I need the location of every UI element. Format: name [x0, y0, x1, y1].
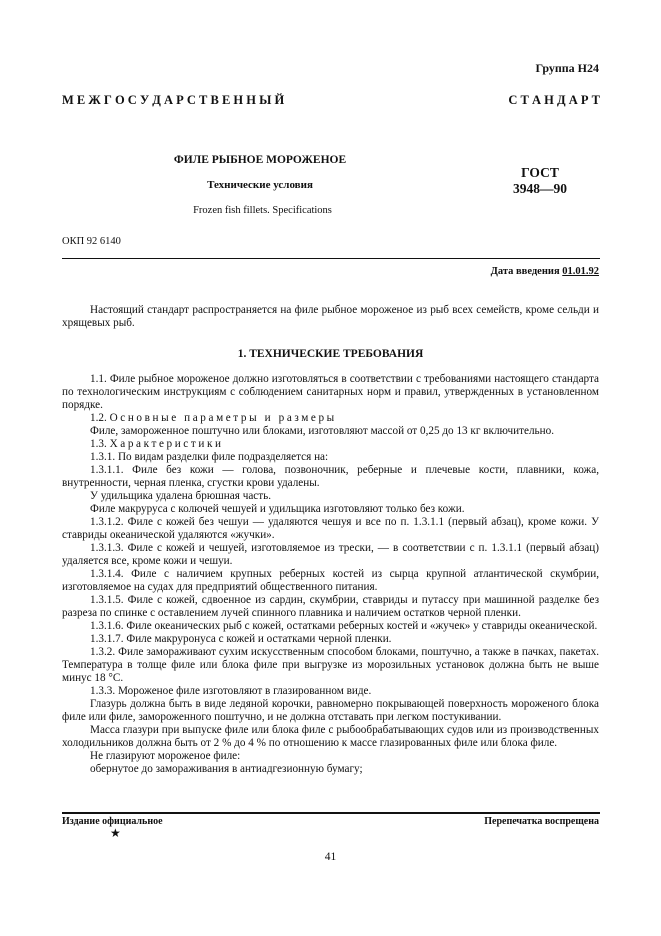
body-paragraph: У удильщика удалена брюшная часть. — [90, 490, 272, 502]
page-number: 41 — [324, 851, 337, 863]
body-paragraph: 1.3.1.7. Филе макруронуса с кожей и остатками черной пленки. — [90, 633, 392, 645]
clause-heading: Основные параметры и размеры — [109, 412, 337, 424]
body-paragraph: 1.3.1.2. Филе с кожей без чешуи — удаляются чешуя и все по п. 1.3.1.1 (первый абзац), кроме кожи. У ставриды океанической удаляются «жучки». — [62, 516, 599, 541]
banner-word-interstate: М Е Ж Г О С У Д А Р С Т В Е Н Н Ы Й — [62, 93, 285, 107]
gost-label: ГОСТ — [521, 165, 559, 180]
effective-date — [491, 266, 599, 277]
body-paragraph: 1.3.1. По видам разделки филе подразделяется на: — [90, 451, 329, 463]
footer-divider — [62, 812, 600, 814]
body-paragraph: 1.3.1.4. Филе с наличием крупных реберных костей из сырца крупной атлантической скумбрии, изготовляемое на судах для предприятий общественного питания. — [62, 568, 599, 593]
body-paragraph: обернутое до замораживания в антиадгезионную бумагу; — [90, 763, 363, 775]
body-paragraph: 1.3.1.3. Филе с кожей и чешуей, изготовляемое из трески, — в соответствии с п. 1.3.1.1 (первый абзац) удаляется все, кроме кожи и чешуи. — [62, 542, 599, 567]
date-label: Дата введения — [490, 266, 560, 277]
interstate-standard-banner — [62, 93, 600, 108]
body-paragraph: 1.3.1.6. Филе океанических рыб с кожей, остатками реберных костей и «жучек» у ставриды океанической. — [90, 620, 598, 632]
body-paragraph: 1.1. Филе рыбное мороженое должно изготовляться в соответствии с требованиями настоящего стандарта по технологическим инструкциям с соблюдением санитарных норм и правил, утвержденных в установленном порядке. — [62, 373, 599, 411]
clause-number: 1.3. — [90, 438, 110, 450]
body-paragraph: Глазурь должна быть в виде ледяной корочки, равномерно покрывающей поверхность мороженого блока филе или филе, замороженного поштучно, и не должна отставать при легком постукивании. — [62, 698, 599, 723]
body-paragraph: Масса глазури при выпуске филе или блока филе с рыбообрабатывающих судов или из производственных холодильников должна быть от 2 % до 4 % по отношению к массе глазированных филе или блока филе. — [62, 724, 599, 749]
gost-designation — [490, 165, 590, 197]
paragraph-list — [62, 373, 599, 776]
date-value: 01.01.92 — [562, 266, 599, 277]
body-paragraph: Филе, замороженное поштучно или блоками, изготовляют массой от 0,25 до 13 кг включительно. — [90, 425, 555, 437]
document-subtitle: Технические условия — [207, 179, 313, 191]
clause-heading: Характеристики — [109, 438, 224, 450]
gost-number: 3948—90 — [513, 181, 567, 196]
body-paragraph: 1.3.2. Филе замораживают сухим искусственным способом блоками, поштучно, а также в пачках, пакетах. Температура в толще филе или блока филе при выгрузке из морозильных установок должна быть не выше минус 18 °С. — [62, 646, 599, 684]
section-heading: 1. ТЕХНИЧЕСКИЕ ТРЕБОВАНИЯ — [237, 348, 424, 360]
body-paragraph: 1.3.1.1. Филе без кожи — голова, позвоночник, реберные и плечевые кости, плавники, кожа, внутренности, черная пленка, сгустки крови удалены. — [62, 464, 599, 489]
group-code: Группа Н24 — [535, 61, 599, 75]
english-title: Frozen fish fillets. Specifications — [193, 205, 332, 216]
body-paragraph — [62, 412, 599, 425]
reprint-prohibited-label: Перепечатка воспрещена — [484, 816, 599, 827]
body-paragraph: Не глазируют мороженое филе: — [90, 750, 241, 762]
okp-code: ОКП 92 6140 — [62, 236, 121, 247]
intro-paragraph: Настоящий стандарт распространяется на филе рыбное мороженое из рыб всех семейств, кроме сельди и хрящевых рыб. — [62, 304, 599, 329]
body-paragraph: 1.3.3. Мороженое филе изготовляют в глазированном виде. — [90, 685, 372, 697]
body-paragraph: Филе макруруса с колючей чешуей и удильщика изготовляют только без кожи. — [90, 503, 465, 515]
header-divider — [62, 258, 600, 259]
body-paragraph — [62, 438, 599, 451]
document-body — [62, 304, 599, 776]
star-icon: ★ — [110, 826, 121, 840]
official-edition-label: Издание официальное — [62, 816, 163, 827]
clause-number: 1.2. — [90, 412, 110, 424]
banner-word-standard: С Т А Н Д А Р Т — [508, 93, 600, 107]
document-title: ФИЛЕ РЫБНОЕ МОРОЖЕНОЕ — [173, 154, 347, 166]
body-paragraph: 1.3.1.5. Филе с кожей, сдвоенное из сардин, скумбрии, ставриды и путассу при машинной разделке без разреза по спинке с оставлением лучей спинного плавника и наличием остатков черной пленки. — [62, 594, 599, 619]
